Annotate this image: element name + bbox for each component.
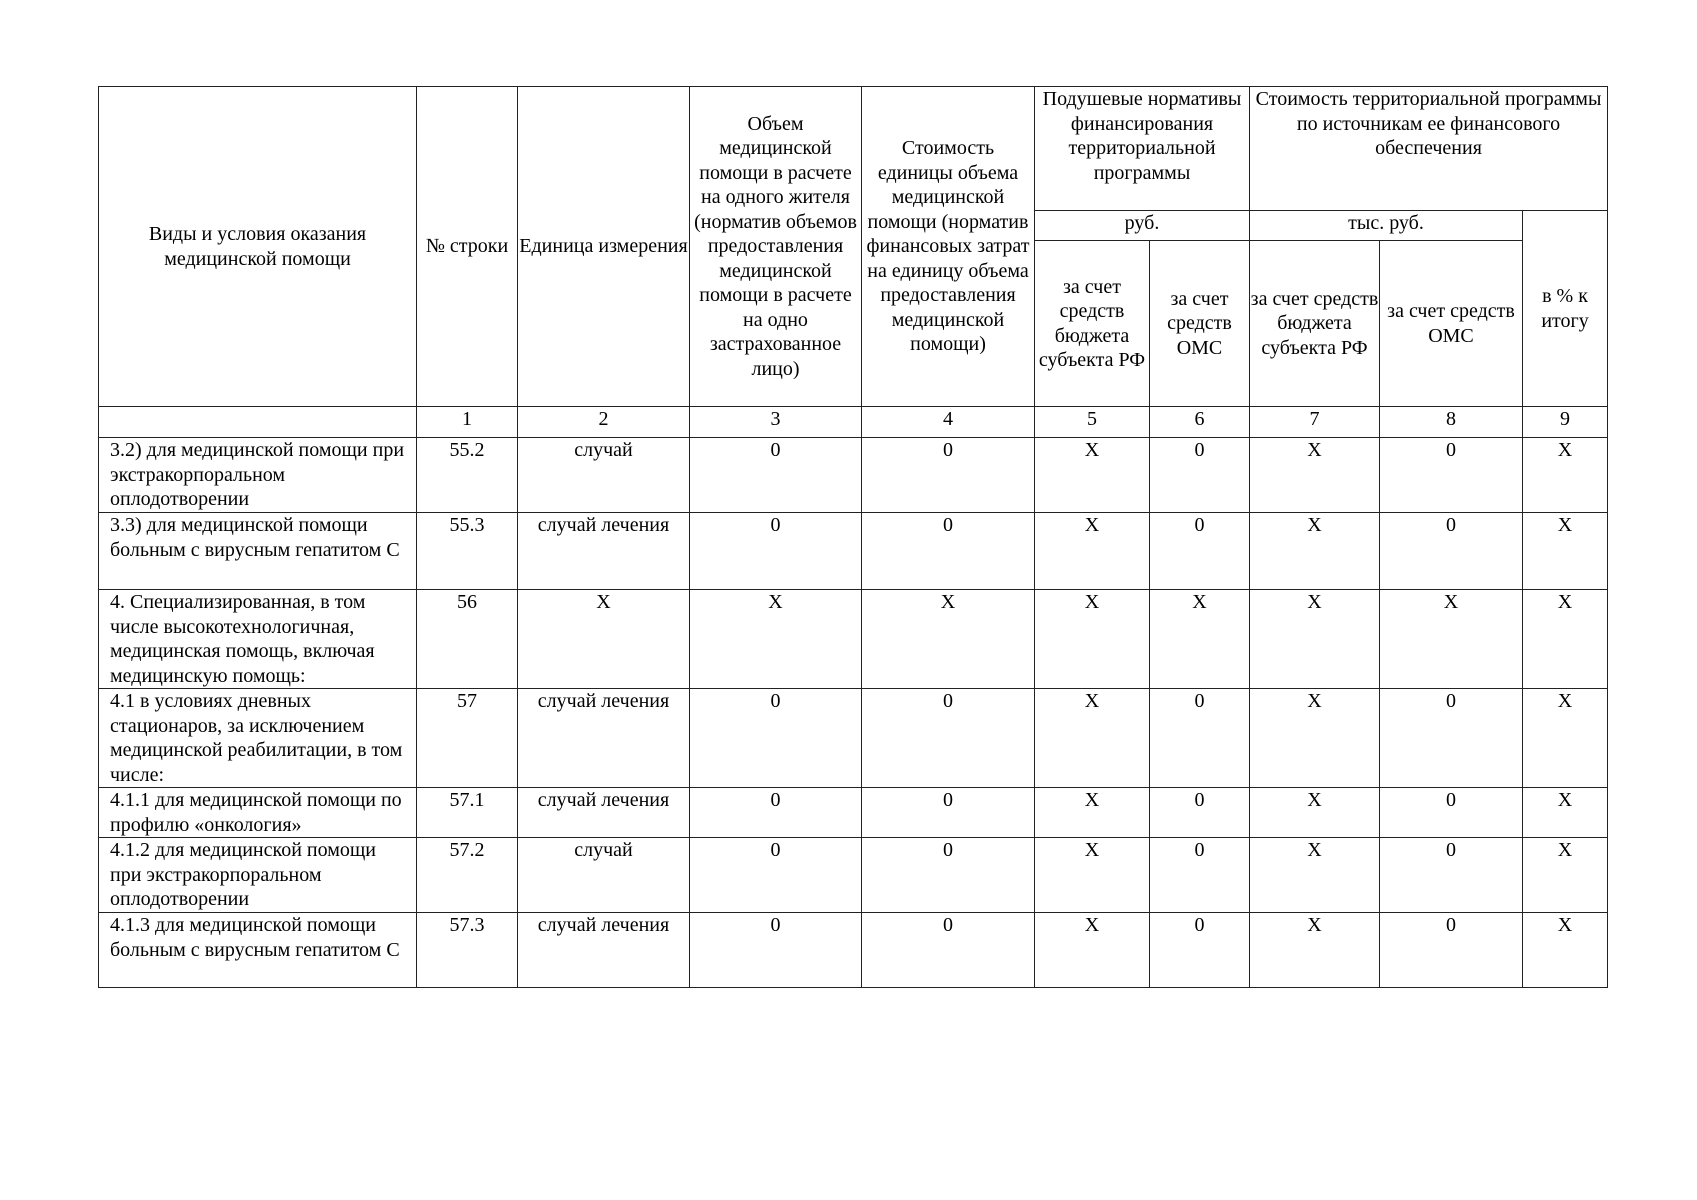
cell-oms-rub: 0 bbox=[1150, 689, 1250, 788]
header-volume: Объем медицинской помощи в расчете на одного жителя (норматив объемов предоставления медицинской помощи в расчете на одно застрахованное лицо) bbox=[690, 87, 862, 407]
cell-volume: Х bbox=[690, 590, 862, 689]
cell-row-number: 57.3 bbox=[417, 913, 518, 988]
cell-volume: 0 bbox=[690, 788, 862, 838]
table-row bbox=[99, 438, 1608, 513]
column-numbers-row bbox=[99, 407, 1608, 438]
cell-oms-thousand: 0 bbox=[1380, 838, 1523, 913]
row-label: 4. Специализированная, в том числе высокотехнологичная, медицинская помощь, включая медицинскую помощь: bbox=[99, 590, 417, 689]
column-number: 3 bbox=[690, 407, 862, 438]
cell-unit-cost: 0 bbox=[862, 788, 1035, 838]
financing-table bbox=[98, 86, 1608, 988]
cell-volume: 0 bbox=[690, 513, 862, 590]
cell-oms-rub: Х bbox=[1150, 590, 1250, 689]
table-row bbox=[99, 838, 1608, 913]
cell-oms-rub: 0 bbox=[1150, 513, 1250, 590]
cell-oms-thousand: 0 bbox=[1380, 689, 1523, 788]
header-budget-subject-rub: за счет средств бюджета субъекта РФ bbox=[1035, 241, 1150, 407]
header-row-number: № строки bbox=[417, 87, 518, 407]
cell-row-number: 55.2 bbox=[417, 438, 518, 513]
cell-budget-rub: Х bbox=[1035, 513, 1150, 590]
cell-oms-thousand: 0 bbox=[1380, 513, 1523, 590]
column-number-blank bbox=[99, 407, 417, 438]
cell-row-number: 57 bbox=[417, 689, 518, 788]
cell-percent: Х bbox=[1523, 788, 1608, 838]
table-row bbox=[99, 513, 1608, 590]
column-number: 5 bbox=[1035, 407, 1150, 438]
cell-row-number: 57.2 bbox=[417, 838, 518, 913]
cell-budget-rub: Х bbox=[1035, 590, 1150, 689]
cell-unit: случай лечения bbox=[518, 689, 690, 788]
row-label: 4.1.3 для медицинской помощи больным с вирусным гепатитом С bbox=[99, 913, 417, 988]
cell-budget-rub: Х bbox=[1035, 838, 1150, 913]
cell-oms-thousand: Х bbox=[1380, 590, 1523, 689]
cell-unit-cost: 0 bbox=[862, 913, 1035, 988]
table-header bbox=[99, 87, 1608, 438]
cell-unit-cost: 0 bbox=[862, 513, 1035, 590]
cell-percent: Х bbox=[1523, 438, 1608, 513]
cell-oms-rub: 0 bbox=[1150, 913, 1250, 988]
header-budget-subject-thousand: за счет средств бюджета субъекта РФ bbox=[1250, 241, 1380, 407]
row-label: 4.1 в условиях дневных стационаров, за исключением медицинской реабилитации, в том числе: bbox=[99, 689, 417, 788]
row-label: 4.1.2 для медицинской помощи при экстракорпоральном оплодотворении bbox=[99, 838, 417, 913]
cell-budget-thousand: Х bbox=[1250, 788, 1380, 838]
cell-unit: случай bbox=[518, 838, 690, 913]
cell-volume: 0 bbox=[690, 438, 862, 513]
cell-budget-thousand: Х bbox=[1250, 513, 1380, 590]
header-unit-rub: руб. bbox=[1035, 211, 1250, 241]
table-row bbox=[99, 913, 1608, 988]
cell-percent: Х bbox=[1523, 590, 1608, 689]
cell-row-number: 55.3 bbox=[417, 513, 518, 590]
cell-percent: Х bbox=[1523, 513, 1608, 590]
header-unit: Единица измерения bbox=[518, 87, 690, 407]
cell-percent: Х bbox=[1523, 689, 1608, 788]
column-number: 2 bbox=[518, 407, 690, 438]
header-oms-rub: за счет средств ОМС bbox=[1150, 241, 1250, 407]
cell-budget-rub: Х bbox=[1035, 438, 1150, 513]
table-body bbox=[99, 438, 1608, 988]
column-number: 7 bbox=[1250, 407, 1380, 438]
cell-unit-cost: Х bbox=[862, 590, 1035, 689]
cell-oms-thousand: 0 bbox=[1380, 788, 1523, 838]
cell-budget-thousand: Х bbox=[1250, 590, 1380, 689]
cell-volume: 0 bbox=[690, 838, 862, 913]
cell-volume: 0 bbox=[690, 689, 862, 788]
header-percent-of-total: в % к итогу bbox=[1523, 211, 1608, 407]
header-oms-thousand: за счет средств ОМС bbox=[1380, 241, 1523, 407]
table-row bbox=[99, 590, 1608, 689]
cell-oms-rub: 0 bbox=[1150, 438, 1250, 513]
cell-unit-cost: 0 bbox=[862, 438, 1035, 513]
column-number: 9 bbox=[1523, 407, 1608, 438]
table-row bbox=[99, 788, 1608, 838]
cell-volume: 0 bbox=[690, 913, 862, 988]
cell-budget-thousand: Х bbox=[1250, 913, 1380, 988]
cell-percent: Х bbox=[1523, 838, 1608, 913]
header-unit-thousand-rub: тыс. руб. bbox=[1250, 211, 1523, 241]
row-label: 3.3) для медицинской помощи больным с вирусным гепатитом С bbox=[99, 513, 417, 590]
cell-budget-rub: Х bbox=[1035, 913, 1150, 988]
cell-budget-rub: Х bbox=[1035, 689, 1150, 788]
cell-row-number: 57.1 bbox=[417, 788, 518, 838]
cell-budget-thousand: Х bbox=[1250, 838, 1380, 913]
cell-unit-cost: 0 bbox=[862, 838, 1035, 913]
cell-unit: случай bbox=[518, 438, 690, 513]
cell-oms-thousand: 0 bbox=[1380, 438, 1523, 513]
row-label: 4.1.1 для медицинской помощи по профилю «онкология» bbox=[99, 788, 417, 838]
table-row bbox=[99, 689, 1608, 788]
cell-budget-thousand: Х bbox=[1250, 689, 1380, 788]
column-number: 4 bbox=[862, 407, 1035, 438]
cell-row-number: 56 bbox=[417, 590, 518, 689]
cell-unit: случай лечения bbox=[518, 788, 690, 838]
cell-oms-rub: 0 bbox=[1150, 788, 1250, 838]
header-unit-cost: Стоимость единицы объема медицинской помощи (норматив финансовых затрат на единицу объема предоставления медицинской помощи) bbox=[862, 87, 1035, 407]
column-number: 1 bbox=[417, 407, 518, 438]
cell-budget-rub: Х bbox=[1035, 788, 1150, 838]
column-number: 6 bbox=[1150, 407, 1250, 438]
cell-unit: случай лечения bbox=[518, 913, 690, 988]
header-type-of-care: Виды и условия оказания медицинской помощи bbox=[99, 87, 417, 407]
row-label: 3.2) для медицинской помощи при экстракорпоральном оплодотворении bbox=[99, 438, 417, 513]
cell-oms-rub: 0 bbox=[1150, 838, 1250, 913]
cell-unit-cost: 0 bbox=[862, 689, 1035, 788]
column-number: 8 bbox=[1380, 407, 1523, 438]
header-program-cost: Стоимость территориальной программы по источникам ее финансового обеспечения bbox=[1250, 87, 1608, 211]
cell-unit: случай лечения bbox=[518, 513, 690, 590]
cell-percent: Х bbox=[1523, 913, 1608, 988]
cell-oms-thousand: 0 bbox=[1380, 913, 1523, 988]
cell-unit: Х bbox=[518, 590, 690, 689]
header-per-capita-standards: Подушевые нормативы финансирования территориальной программы bbox=[1035, 87, 1250, 211]
cell-budget-thousand: Х bbox=[1250, 438, 1380, 513]
